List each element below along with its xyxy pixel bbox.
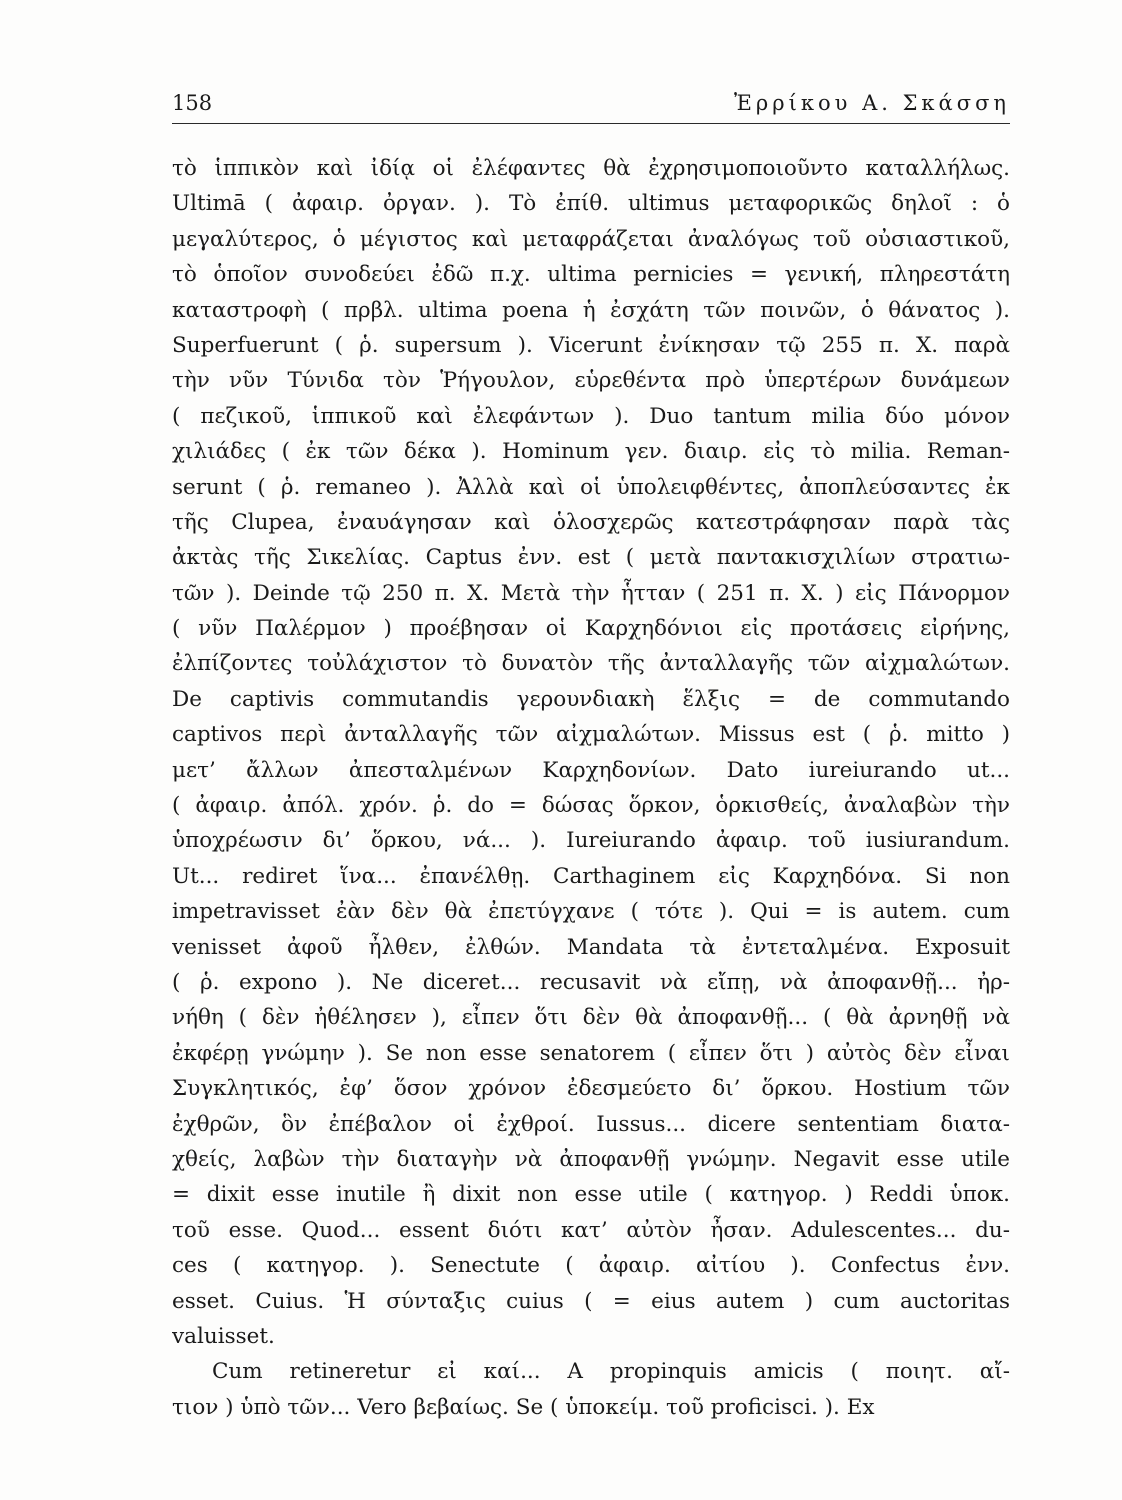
text-line: venisset ἀφοῦ ἦλθεν, ἐλθών. Mandata τὰ ἐντεταλμένα. Exposuit bbox=[172, 934, 1010, 960]
author-running-title: Ἐρρίκου Α. Σκάσση bbox=[734, 91, 1010, 115]
text-line: καταστροφὴ ( πρβλ. ultima poena ἡ ἐσχάτη τῶν ποινῶν, ὁ θάνατος ). bbox=[172, 297, 1010, 323]
text-line: impetravisset ἐὰν δὲν θὰ ἐπετύγχανε ( τότε ). Qui = is autem. cum bbox=[172, 899, 1010, 925]
header-rule bbox=[172, 123, 1010, 124]
text-line: τῶν ). Deinde τῷ 250 π. Χ. Μετὰ τὴν ἧτταν ( 251 π. Χ. ) εἰς Πάνορμον bbox=[172, 580, 1010, 606]
text-line: ὑποχρέωσιν δι’ ὅρκου, νά... ). Iureiurando ἀφαιρ. τοῦ iusiurandum. bbox=[172, 828, 1010, 854]
page-number: 158 bbox=[172, 91, 213, 115]
text-line: De captivis commutandis γερουνδιακὴ ἕλξις = de commutando bbox=[172, 686, 1010, 712]
text-line: τὴν νῦν Τύνιδα τὸν Ῥήγουλον, εὑρεθέντα πρὸ ὑπερτέρων δυνάμεων bbox=[172, 368, 1010, 394]
text-line: ἐχθρῶν, ὃν ἐπέβαλον οἱ ἐχθροί. Iussus... dicere sententiam διατα- bbox=[172, 1111, 1010, 1137]
text-line: ( ἀφαιρ. ἀπόλ. χρόν. ῥ. do = δώσας ὅρκον, ὁρκισθείς, ἀναλαβὼν τὴν bbox=[172, 793, 1010, 819]
text-line: τῆς Clupea, ἐναυάγησαν καὶ ὁλοσχερῶς κατεστράφησαν παρὰ τὰς bbox=[172, 509, 1010, 535]
text-line: serunt ( ῥ. remaneo ). Ἀλλὰ καὶ οἱ ὑπολειφθέντες, ἀποπλεύσαντες ἐκ bbox=[172, 474, 1010, 500]
text-line: χιλιάδες ( ἐκ τῶν δέκα ). Hominum γεν. διαιρ. εἰς τὸ milia. Reman- bbox=[172, 439, 1010, 465]
text-line: ἐλπίζοντες τοὐλάχιστον τὸ δυνατὸν τῆς ἀνταλλαγῆς τῶν αἰχμαλώτων. bbox=[172, 651, 1010, 677]
text-line: ( ῥ. expono ). Ne diceret... recusavit νὰ εἴπῃ, νὰ ἀποφανθῇ... ἠρ- bbox=[172, 969, 1010, 995]
text-line: Συγκλητικός, ἐφ’ ὅσον χρόνον ἐδεσμεύετο δι’ ὅρκου. Hostium τῶν bbox=[172, 1076, 1010, 1102]
text-line: μετ’ ἄλλων ἀπεσταλμένων Καρχηδονίων. Dato iureiurando ut... bbox=[172, 757, 1010, 783]
text-line: ( πεζικοῦ, ἱππικοῦ καὶ ἐλεφάντων ). Duo tantum milia δύο μόνον bbox=[172, 403, 1010, 429]
text-line: τὸ ὁποῖον συνοδεύει ἐδῶ π.χ. ultima pernicies = γενική, πληρεστάτη bbox=[172, 262, 1010, 288]
text-line: ἐκφέρῃ γνώμην ). Se non esse senatorem ( εἶπεν ὅτι ) αὐτὸς δὲν εἶναι bbox=[172, 1040, 1010, 1066]
text-line: esset. Cuius. Ἡ σύνταξις cuius ( = eius autem ) cum auctoritas bbox=[172, 1288, 1010, 1314]
body-text bbox=[172, 151, 1010, 1425]
text-line: Ut... rediret ἵνα... ἐπανέλθῃ. Carthaginem εἰς Καρχηδόνα. Si non bbox=[172, 863, 1010, 889]
text-line: Superfuerunt ( ῥ. supersum ). Vicerunt ἐνίκησαν τῷ 255 π. Χ. παρὰ bbox=[172, 332, 1010, 358]
text-line: ἀκτὰς τῆς Σικελίας. Captus ἐνν. est ( μετὰ παντακισχιλίων στρατιω- bbox=[172, 545, 1010, 571]
text-line: = dixit esse inutile ἢ dixit non esse utile ( κατηγορ. ) Reddi ὑποκ. bbox=[172, 1182, 1010, 1208]
text-line: τὸ ἱππικὸν καὶ ἰδίᾳ οἱ ἐλέφαντες θὰ ἐχρησιμοποιοῦντο καταλλήλως. bbox=[172, 156, 1010, 181]
text-line: ( νῦν Παλέρμον ) προέβησαν οἱ Καρχηδόνιοι εἰς προτάσεις εἰρήνης, bbox=[172, 616, 1010, 642]
running-head bbox=[172, 88, 1010, 118]
text-line: captivos περὶ ἀνταλλαγῆς τῶν αἰχμαλώτων. Missus est ( ῥ. mitto ) bbox=[172, 722, 1010, 748]
text-line: νήθη ( δὲν ἠθέλησεν ), εἶπεν ὅτι δὲν θὰ ἀποφανθῇ... ( θὰ ἀρνηθῇ νὰ bbox=[172, 1005, 1010, 1031]
paragraph bbox=[172, 151, 1010, 1354]
text-line: τιον ) ὑπὸ τῶν... Vero βεβαίως. Se ( ὑποκείμ. τοῦ proficisci. ). Ex bbox=[172, 1394, 875, 1420]
text-line: Cum retineretur εἰ καί... A propinquis amicis ( ποιητ. αἴ- bbox=[212, 1359, 1010, 1385]
text-line: χθείς, λαβὼν τὴν διαταγὴν νὰ ἀποφανθῇ γνώμην. Negavit esse utile bbox=[172, 1146, 1010, 1172]
text-line: valuisset. bbox=[172, 1323, 275, 1349]
paragraph bbox=[172, 1354, 1010, 1425]
text-line: μεγαλύτερος, ὁ μέγιστος καὶ μεταφράζεται ἀναλόγως τοῦ οὐσιαστικοῦ, bbox=[172, 226, 1010, 252]
text-line: Ultimā ( ἀφαιρ. ὀργαν. ). Τὸ ἐπίθ. ultimus μεταφορικῶς δηλοῖ : ὁ bbox=[172, 191, 1010, 217]
text-line: ces ( κατηγορ. ). Senectute ( ἀφαιρ. αἰτίου ). Confectus ἐνν. bbox=[172, 1253, 1010, 1279]
text-line: τοῦ esse. Quod... essent διότι κατ’ αὐτὸν ἦσαν. Adulescentes... du- bbox=[172, 1217, 1010, 1243]
